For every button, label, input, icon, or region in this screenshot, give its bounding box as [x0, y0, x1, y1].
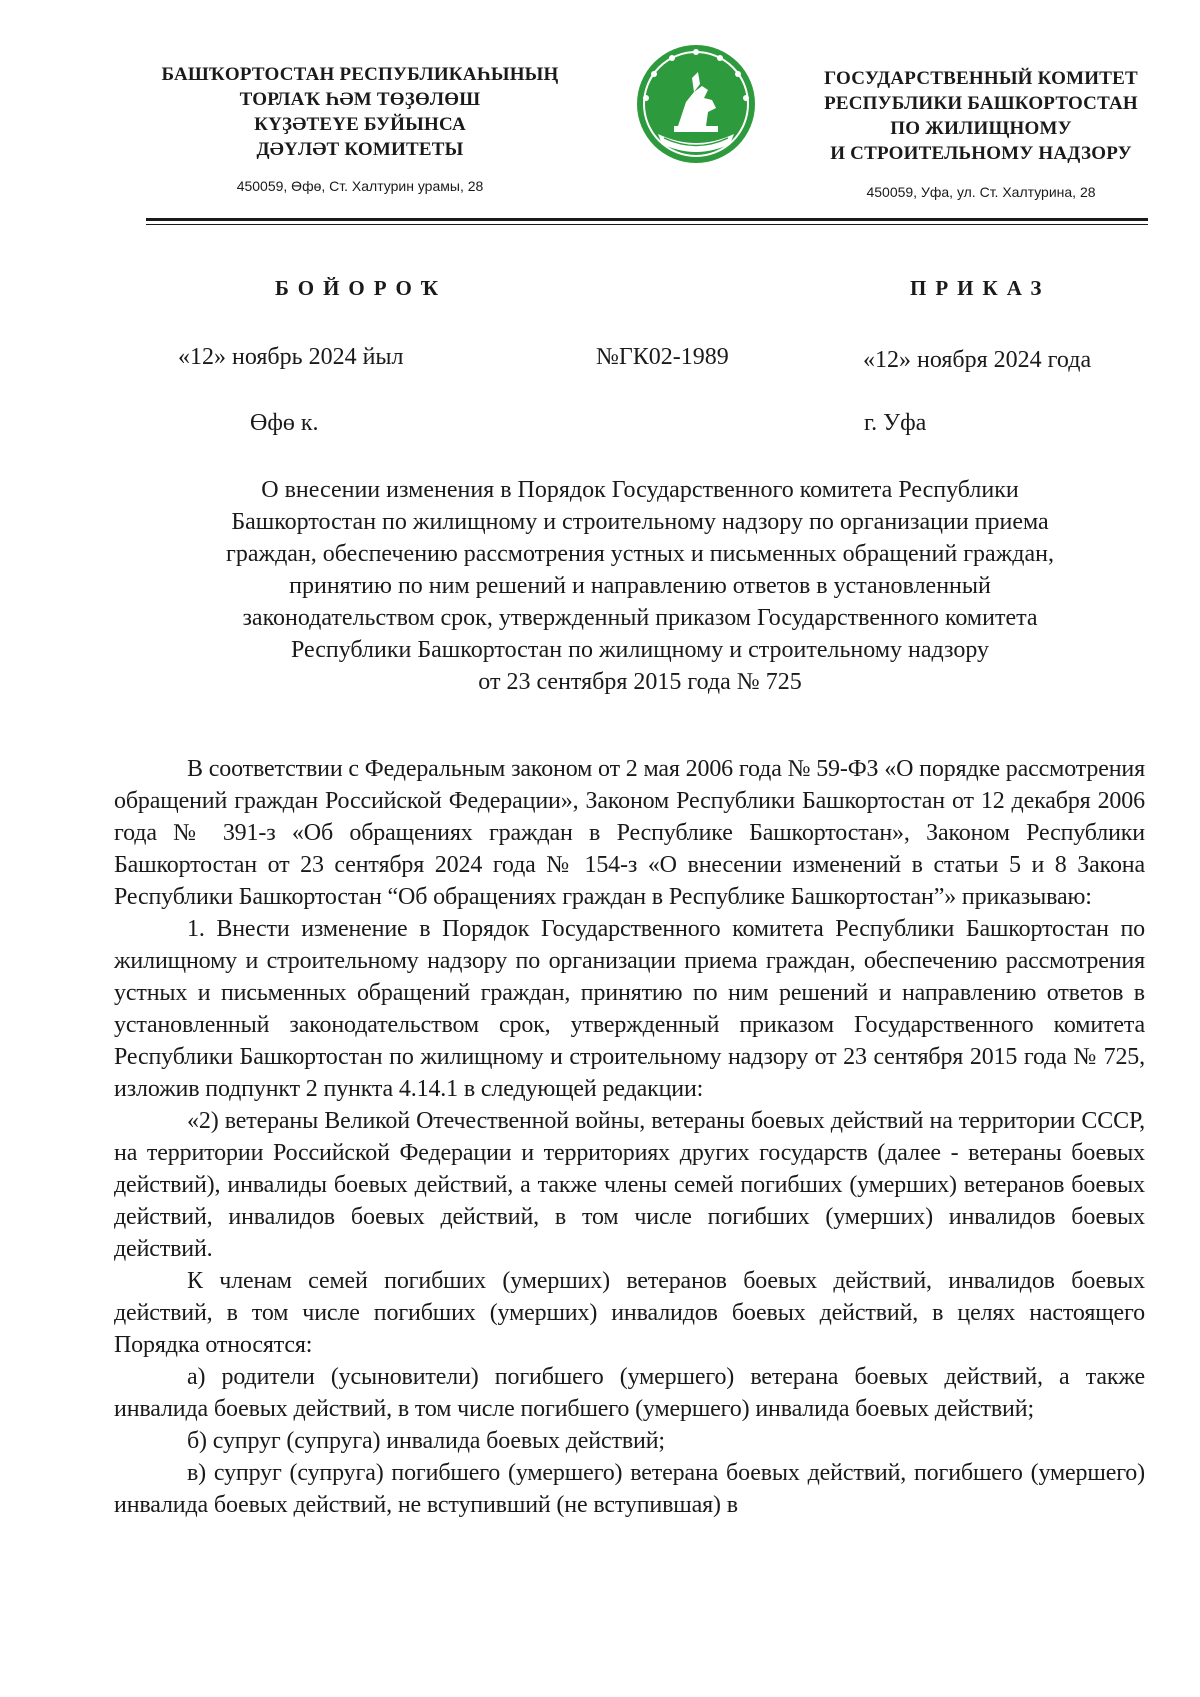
- left-org-name: [122, 62, 598, 162]
- right-address: 450059, Уфа, ул. Ст. Халтурина, 28: [866, 184, 1096, 200]
- order-date-russian: «12» ноября 2024 года: [863, 347, 1092, 373]
- item-1-paragraph: 1. Внести изменение в Порядок Государственного комитета Республики Башкортостан по жилищному и строительному надзору по организации приема граждан, обеспечению рассмотрения устных и письменных обращений граждан, принятию по ним решений и направлению ответов в установленный законодательством срок, утвержденный приказом Государственного комитета Республики Башкортостан по жилищному и строительному надзору от 23 сентября 2015 года № 725, изложив подпункт 2 пункта 4.14.1 в следующей редакции:: [114, 916, 1145, 1102]
- header-rule: [146, 218, 1148, 221]
- order-body: [114, 753, 1145, 1521]
- preamble-paragraph: В соответствии с Федеральным законом от 2 мая 2006 года № 59-ФЗ «О порядке рассмотрения обращений граждан Российской Федерации», Законом Республики Башкортостан от 12 декабря 2006 года № 391-з «Об обращениях граждан в Республике Башкортостан», Законом Республики Башкортостан от 23 сентября 2024 года № 154-з «О внесении изменений в статьи 5 и 8 Закона Республики Башкортостан “Об обращениях граждан в Республике Башкортостан”» приказываю:: [114, 756, 1145, 910]
- list-item-a: а) родители (усыновители) погибшего (умершего) ветерана боевых действий, а также инвалида боевых действий, в том числе погибшего (умершего) инвалида боевых действий;: [114, 1364, 1145, 1422]
- order-number: №ГК02-1989: [596, 344, 729, 370]
- right-org-line: И СТРОИТЕЛЬНОМУ НАДЗОРУ: [830, 143, 1132, 164]
- left-org-line: КҮҘӘТЕҮЕ БУЙЫНСА: [254, 114, 466, 135]
- header-rule-thin: [146, 224, 1148, 225]
- right-org-line: ПО ЖИЛИЩНОМУ: [890, 118, 1072, 139]
- order-city-russian: г. Уфа: [864, 410, 927, 436]
- left-org-line: БАШҠОРТОСТАН РЕСПУБЛИКАҺЫНЫҢ: [161, 64, 559, 85]
- right-org-name: [796, 66, 1166, 166]
- title-line: О внесении изменения в Порядок Государственного комитета Республики: [261, 477, 1019, 503]
- order-date-bashkir: «12» ноябрь 2024 йыл: [178, 344, 404, 370]
- title-line: от 23 сентября 2015 года № 725: [478, 669, 802, 695]
- order-type-bashkir: БОЙОРОҠ: [275, 276, 448, 300]
- title-line: граждан, обеспечению рассмотрения устных и письменных обращений граждан,: [225, 541, 1054, 567]
- order-type-russian: ПРИКАЗ: [910, 276, 1051, 300]
- order-title: [135, 474, 1145, 698]
- title-line: принятию по ним решений и направлению ответов в установленный: [289, 573, 991, 599]
- list-item-b: б) супруг (супруга) инвалида боевых действий;: [187, 1428, 665, 1454]
- left-address: 450059, Өфө, Ст. Халтурин урамы, 28: [236, 178, 484, 194]
- bashkortostan-emblem-icon: [634, 42, 758, 166]
- right-org-line: РЕСПУБЛИКИ БАШКОРТОСТАН: [824, 93, 1138, 114]
- left-org-line: ДӘҮЛӘТ КОМИТЕТЫ: [256, 139, 464, 160]
- title-line: Республики Башкортостан по жилищному и строительному надзору: [290, 637, 990, 663]
- family-members-paragraph: К членам семей погибших (умерших) ветеранов боевых действий, инвалидов боевых действий, в том числе погибших (умерших) инвалидов боевых действий, в целях настоящего Порядка относятся:: [114, 1268, 1145, 1358]
- left-org-line: ТОРЛАҠ ҺӘМ ТӨҘӨЛӨШ: [239, 89, 481, 110]
- title-line: законодательством срок, утвержденный приказом Государственного комитета: [242, 605, 1038, 631]
- list-item-c: в) супруг (супруга) погибшего (умершего) ветерана боевых действий, погибшего (умершего) инвалида боевых действий, не вступивший (не вступившая) в: [114, 1460, 1145, 1518]
- right-org-line: ГОСУДАРСТВЕННЫЙ КОМИТЕТ: [824, 68, 1138, 89]
- subitem-2-paragraph: «2) ветераны Великой Отечественной войны, ветераны боевых действий на территории СССР, на территории Российской Федерации и территориях других государств (далее - ветераны боевых действий), инвалиды боевых действий, а также члены семей погибших (умерших) ветеранов боевых действий, инвалидов боевых действий, в том числе погибших (умерших) инвалидов боевых действий.: [114, 1108, 1145, 1262]
- title-line: Башкортостан по жилищному и строительному надзору по организации приема: [231, 509, 1049, 535]
- order-city-bashkir: Өфө к.: [250, 410, 319, 436]
